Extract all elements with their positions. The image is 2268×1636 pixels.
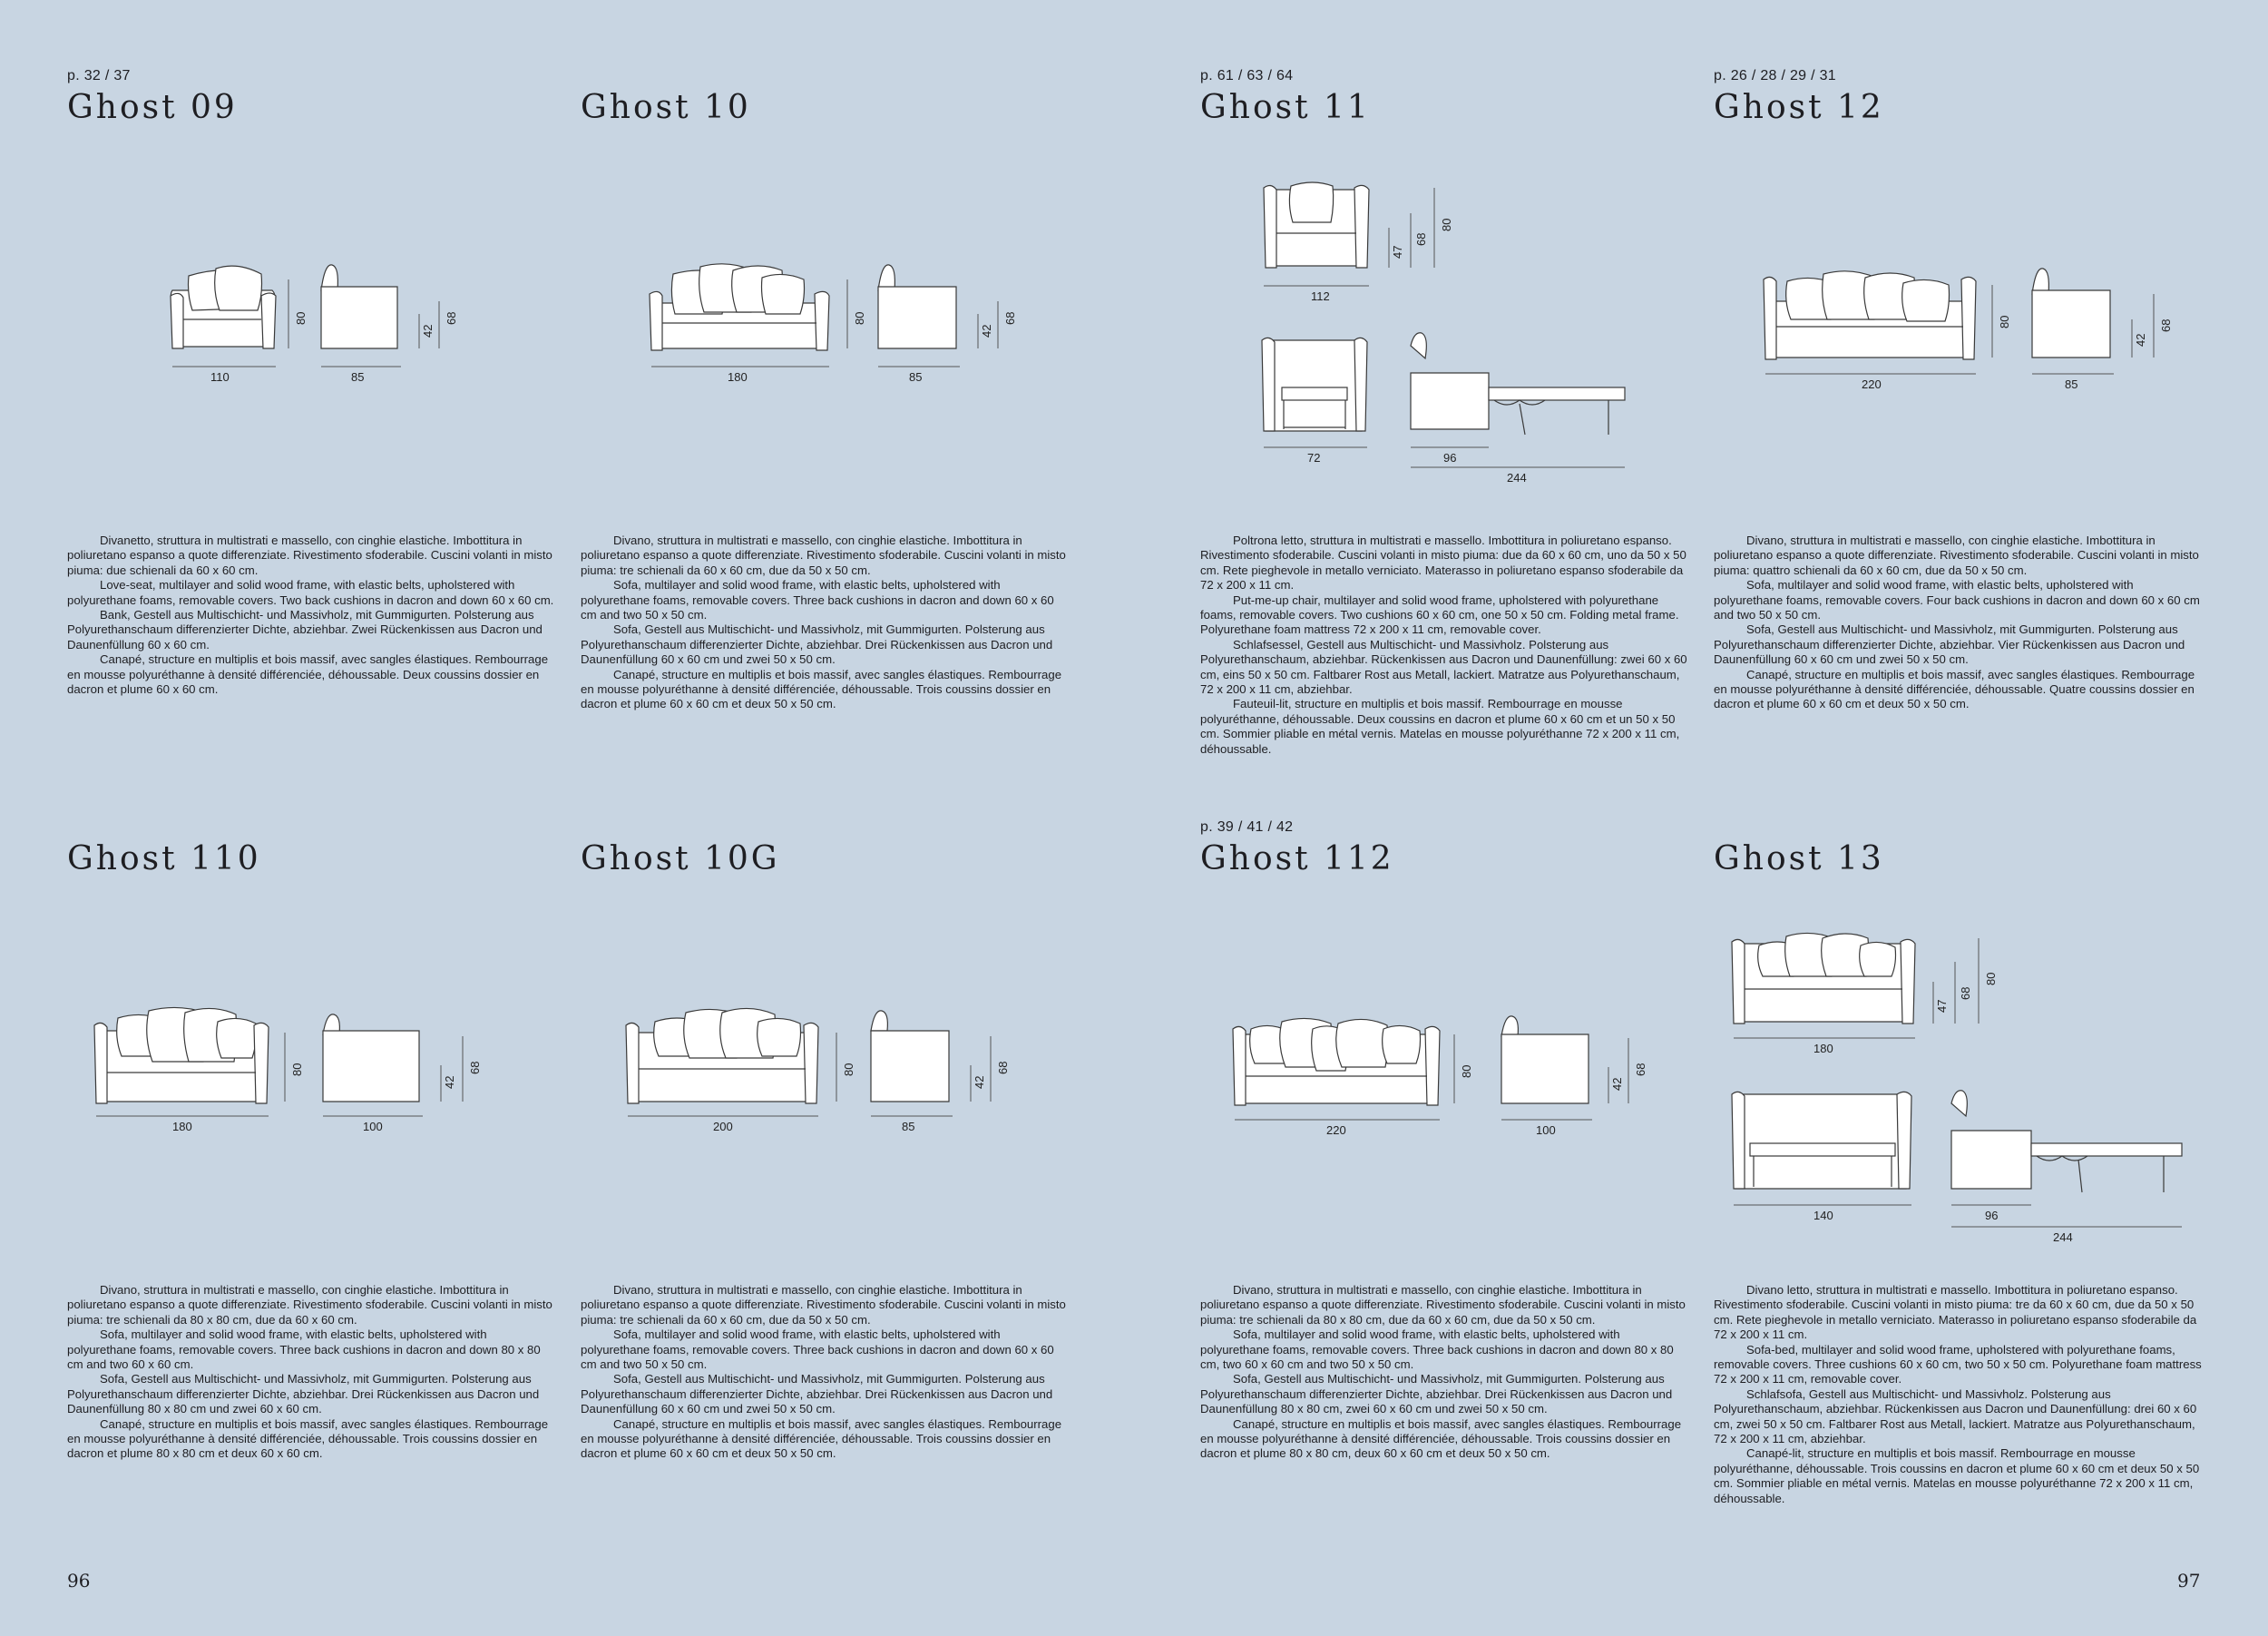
- description-fr: Fauteuil-lit, structure en multiplis et bois massif. Rembourrage en mousse polyuréthanne, déhoussable. Deux coussins en dacron et plume 60 x 60 cm et un 50 x 50 cm. Sommier pliable en métal vernis. Matelas en mousse polyuréthanne 72 x 200 x 11 cm, déhoussable.: [1200, 697, 1680, 756]
- product-description: [67, 534, 557, 697]
- open-length-dimension: 244: [1507, 471, 1527, 485]
- page-number-right: 97: [2177, 1570, 2201, 1592]
- sofa-front-view: [1233, 1018, 1440, 1105]
- page-reference: p. 39 / 41 / 42: [1200, 819, 1294, 835]
- arm-height-dimension: 68: [445, 311, 458, 325]
- depth-dimension: 96: [1985, 1209, 1999, 1222]
- seat-height-dimension: 42: [2134, 333, 2147, 347]
- arm-height-dimension: 68: [2159, 318, 2173, 332]
- depth-dimension: 100: [1536, 1123, 1556, 1137]
- description-fr: Canapé-lit, structure en multiplis et bois massif. Rembourrage en mousse polyuréthanne, déhoussable. Trois coussins en dacron et plume 60 x 60 cm et deux 50 x 50 cm. Sommier pliable en métal vernis. Matelas en mousse polyuréthanne 72 x 200 x 11 cm, déhoussable.: [1714, 1446, 2200, 1505]
- sofa-bed-front-view: [1732, 933, 1915, 1024]
- bed-width-dimension: 72: [1307, 451, 1321, 465]
- chair-front-view: [1264, 182, 1369, 268]
- description-de: Schlafsessel, Gestell aus Multischicht- und Massivholz. Polsterung aus Polyurethanschaum, abziehbar. Rückenkissen aus Dacron und Daunenfüllung: zwei 60 x 60 cm, eins 50 x 50 cm. Faltbarer Rost aus Metall, lackiert. Matratze aus Polyurethanschaum, 72 x 200 x 11 cm, abziehbar.: [1200, 637, 1687, 697]
- product-description: [581, 534, 1070, 712]
- product-title: Ghost 13: [1714, 840, 1884, 877]
- description-en: Put-me-up chair, multilayer and solid wood frame, upholstered with polyurethane foams, removable covers. Two cushions 60 x 60 cm, one 50 x 50 cm. Folding metal frame. Polyurethane foam mattress 72 x 200 x 11 cm, removable cover.: [1200, 593, 1679, 637]
- sofa-front-view: [94, 1007, 269, 1103]
- sofa-side-view: [323, 1014, 419, 1102]
- depth-dimension: 85: [351, 370, 365, 384]
- description-de: Sofa, Gestell aus Multischicht- und Massivholz, mit Gummigurten. Polsterung aus Polyurethanschaum differenzierter Dichte, abziehbar. Vier Rückenkissen aus Dacron und Daunenfüllung 60 x 60 cm und zwei 50 x 50 cm.: [1714, 622, 2185, 667]
- seat-height-dimension: 42: [980, 324, 993, 338]
- sofa-side-view: [871, 1011, 949, 1102]
- description-it: Divano, struttura in multistrati e massello, con cinghie elastiche. Imbottitura in poliuretano espanso a quote differenziate. Rivestimento sfoderabile. Cuscini volanti in misto piuma: quattro schienali da 60 x 60 cm, due da 50 x 50 cm.: [1714, 534, 2199, 577]
- product-title: Ghost 110: [67, 840, 261, 877]
- description-fr: Canapé, structure en multiplis et bois massif, avec sangles élastiques. Rembourrage en mousse polyuréthanne à densité différenciée, déhoussable. Trois coussins dossier en dacron et plume 80 x 80 cm, deux 60 x 60 cm et deux 50 x 50 cm.: [1200, 1416, 1682, 1461]
- width-dimension: 220: [1326, 1123, 1346, 1137]
- product-drawing: [1256, 177, 1637, 490]
- seat-height-dimension: 47: [1391, 245, 1404, 259]
- arm-height-dimension: 68: [468, 1061, 482, 1074]
- sofa-side-view: [321, 265, 397, 348]
- arm-height-dimension: 68: [996, 1061, 1010, 1074]
- description-fr: Canapé, structure en multiplis et bois massif, avec sangles élastiques. Rembourrage en mousse polyuréthanne à densité différenciée, déhoussable. Quatre coussins dossier en dacron et plume 60 x 60 cm et deux 50 x 50 cm.: [1714, 667, 2195, 711]
- sofa-front-view: [1764, 271, 1976, 359]
- description-en: Sofa-bed, multilayer and solid wood frame, upholstered with polyurethane foams, removable covers. Three cushions 60 x 60 cm, two 50 x 50 cm. Polyurethane foam mattress 72 x 200 x 11 cm, removable cover.: [1714, 1342, 2202, 1386]
- description-de: Sofa, Gestell aus Multischicht- und Massivholz, mit Gummigurten. Polsterung aus Polyurethanschaum differenzierter Dichte, abziehbar. Drei Rückenkissen aus Dacron und Daunenfüllung 60 x 60 cm und zwei 50 x 50 cm.: [581, 622, 1053, 667]
- width-dimension: 220: [1862, 377, 1882, 391]
- depth-dimension: 85: [2065, 377, 2078, 391]
- description-it: Divano letto, struttura in multistrati e massello. Imbottitura in poliuretano espanso. Rivestimento sfoderabile. Cuscini volanti in misto piuma: tre da 60 x 60 cm, due da 50 x 50 cm. Rete pieghevole in metallo verniciato. Materasso in poliuretano espanso sfoderabile da 72 x 200 x 11 cm.: [1714, 1283, 2197, 1342]
- product-description: [1714, 534, 2204, 712]
- seat-height-dimension: 42: [443, 1075, 456, 1089]
- width-dimension: 200: [713, 1120, 733, 1133]
- description-fr: Canapé, structure en multiplis et bois massif, avec sangles élastiques. Rembourrage en mousse polyuréthanne à densité différenciée, déhoussable. Trois coussins dossier en dacron et plume 60 x 60 cm et deux 50 x 50 cm.: [581, 1416, 1062, 1461]
- description-en: Love-seat, multilayer and solid wood frame, with elastic belts, upholstered with polyurethane foams, removable covers. Two back cushions in dacron and down 60 x 60 cm.: [67, 578, 554, 607]
- sofa-side-view: [878, 265, 956, 348]
- description-en: Sofa, multilayer and solid wood frame, with elastic belts, upholstered with polyurethane foams, removable covers. Three back cushions in dacron and down 60 x 60 cm and two 50 x 50 cm.: [581, 578, 1054, 622]
- width-dimension: 180: [172, 1120, 192, 1133]
- arm-height-dimension: 68: [1959, 986, 1972, 1000]
- height-dimension: 80: [290, 1063, 304, 1076]
- description-it: Divano, struttura in multistrati e massello, con cinghie elastiche. Imbottitura in poliuretano espanso a quote differenziate. Rivestimento sfoderabile. Cuscini volanti in misto piuma: tre schienali da 60 x 60 cm, due da 50 x 50 cm.: [581, 534, 1066, 577]
- sofa-side-view: [2032, 269, 2110, 358]
- arm-height-dimension: 68: [1634, 1063, 1647, 1076]
- width-dimension: 180: [1813, 1042, 1833, 1055]
- description-en: Sofa, multilayer and solid wood frame, with elastic belts, upholstered with polyurethane foams, removable covers. Three back cushions in dacron and down 80 x 80 cm and two 60 x 60 cm.: [67, 1327, 541, 1372]
- product-drawing: [646, 254, 1027, 390]
- description-fr: Canapé, structure en multiplis et bois massif, avec sangles élastiques. Rembourrage en mousse polyuréthanne à densité différenciée, déhoussable. Deux coussins dossier en dacron et plume 60 x 60 cm.: [67, 652, 549, 697]
- description-en: Sofa, multilayer and solid wood frame, with elastic belts, upholstered with polyurethane foams, removable covers. Three back cushions in dacron and down 80 x 80 cm, two 60 x 60 cm and two 50 x 50 cm.: [1200, 1327, 1674, 1372]
- sofa-front-view: [171, 266, 276, 348]
- height-dimension: 80: [1998, 315, 2011, 328]
- page-reference: p. 32 / 37: [67, 68, 131, 83]
- arm-height-dimension: 68: [1003, 311, 1017, 325]
- arm-height-dimension: 68: [1414, 232, 1428, 246]
- sofa-front-view: [650, 264, 829, 350]
- product-drawing: [91, 998, 499, 1143]
- product-title: Ghost 11: [1200, 89, 1371, 126]
- page-reference: p. 26 / 28 / 29 / 31: [1714, 68, 1836, 83]
- product-title: Ghost 10: [581, 89, 751, 126]
- description-de: Bank, Gestell aus Multischicht- und Massivholz, mit Gummigurten. Polsterung aus Polyurethanschaum differenzierter Dichte, abziehbar. Zwei Rückenkissen aus Dacron und Daunenfüllung 60 x 60 cm.: [67, 608, 543, 651]
- seat-height-dimension: 47: [1935, 999, 1949, 1013]
- product-description: [581, 1283, 1070, 1462]
- height-dimension: 80: [294, 311, 308, 325]
- sofa-front-view: [626, 1008, 818, 1103]
- height-dimension: 80: [853, 311, 866, 325]
- bed-width-dimension: 140: [1813, 1209, 1833, 1222]
- product-drawing: [1728, 926, 2200, 1252]
- depth-dimension: 85: [909, 370, 923, 384]
- width-dimension: 110: [210, 370, 230, 384]
- description-en: Sofa, multilayer and solid wood frame, with elastic belts, upholstered with polyurethane foams, removable covers. Three back cushions in dacron and down 60 x 60 cm and two 50 x 50 cm.: [581, 1327, 1054, 1372]
- page-reference: p. 61 / 63 / 64: [1200, 68, 1294, 83]
- page-number-left: 96: [67, 1570, 91, 1592]
- sofa-bed-open-front-view: [1732, 1092, 1911, 1189]
- product-description: [1200, 1283, 1690, 1462]
- description-fr: Canapé, structure en multiplis et bois massif, avec sangles élastiques. Rembourrage en mousse polyuréthanne à densité différenciée, déhoussable. Trois coussins dossier en dacron et plume 80 x 80 cm et deux 60 x 60 cm.: [67, 1416, 549, 1461]
- height-dimension: 80: [1984, 972, 1998, 985]
- description-de: Schlafsofa, Gestell aus Multischicht- und Massivholz. Polsterung aus Polyurethanschaum, abziehbar. Rückenkissen aus Dacron und Daunenfüllung: drei 60 x 60 cm, zwei 50 x 50 cm. Faltbarer Rost aus Metall, lackiert. Matratze aus Polyurethanschaum, 72 x 200 x 11 cm, abziehbar.: [1714, 1386, 2197, 1446]
- product-drawing: [1760, 263, 2232, 399]
- height-dimension: 80: [1440, 218, 1453, 231]
- width-dimension: 180: [728, 370, 748, 384]
- description-it: Divanetto, struttura in multistrati e massello, con cinghie elastiche. Imbottitura in poliuretano espanso a quote differenziate. Rivestimento sfoderabile. Cuscini volanti in misto piuma: due schienali da 60 x 60 cm.: [67, 534, 552, 577]
- depth-dimension: 85: [902, 1120, 915, 1133]
- seat-height-dimension: 42: [421, 324, 435, 338]
- product-description: [1200, 534, 1690, 757]
- product-title: Ghost 112: [1200, 840, 1394, 877]
- description-fr: Canapé, structure en multiplis et bois massif, avec sangles élastiques. Rembourrage en mousse polyuréthanne à densité différenciée, déhoussable. Trois coussins dossier en dacron et plume 60 x 60 cm et deux 50 x 50 cm.: [581, 667, 1062, 711]
- product-title: Ghost 12: [1714, 89, 1884, 126]
- depth-dimension: 96: [1443, 451, 1457, 465]
- description-it: Poltrona letto, struttura in multistrati e massello. Imbottitura in poliuretano espanso. Rivestimento sfoderabile. Cuscini volanti in misto piuma: due da 60 x 60 cm, uno da 50 x 50 cm. Rete pieghevole in metallo verniciato. Materasso in poliuretano espanso sfoderabile da 72 x 200 x 11 cm.: [1200, 534, 1686, 593]
- width-dimension: 112: [1311, 289, 1330, 303]
- chair-bed-side-view: [1411, 333, 1625, 435]
- description-it: Divano, struttura in multistrati e massello, con cinghie elastiche. Imbottitura in poliuretano espanso a quote differenziate. Rivestimento sfoderabile. Cuscini volanti in misto piuma: tre schienali da 80 x 80 cm, due da 60 x 60 cm, due da 50 x 50 cm.: [1200, 1283, 1686, 1327]
- height-dimension: 80: [842, 1063, 855, 1076]
- product-title: Ghost 09: [67, 89, 238, 126]
- product-drawing: [622, 998, 1022, 1143]
- description-de: Sofa, Gestell aus Multischicht- und Massivholz, mit Gummigurten. Polsterung aus Polyurethanschaum differenzierter Dichte, abziehbar. Drei Rückenkissen aus Dacron und Daunenfüllung 80 x 80 cm und zwei 60 x 60 cm.: [67, 1372, 540, 1416]
- seat-height-dimension: 42: [973, 1075, 986, 1089]
- depth-dimension: 100: [363, 1120, 383, 1133]
- product-title: Ghost 10G: [581, 840, 780, 877]
- chair-bed-front-view: [1262, 338, 1367, 431]
- product-description: [1714, 1283, 2204, 1506]
- product-drawing: [1229, 1007, 1665, 1152]
- sofa-bed-side-view: [1951, 1091, 2182, 1192]
- description-de: Sofa, Gestell aus Multischicht- und Massivholz, mit Gummigurten. Polsterung aus Polyurethanschaum differenzierter Dichte, abziehbar. Drei Rückenkissen aus Dacron und Daunenfüllung 60 x 60 cm und zwei 50 x 50 cm.: [581, 1372, 1053, 1416]
- seat-height-dimension: 42: [1610, 1077, 1624, 1091]
- product-drawing: [163, 254, 481, 390]
- open-length-dimension: 244: [2053, 1230, 2073, 1244]
- description-en: Sofa, multilayer and solid wood frame, with elastic belts, upholstered with polyurethane foams, removable covers. Four back cushions in dacron and down 60 x 60 cm and two 50 x 50 cm.: [1714, 578, 2200, 622]
- sofa-side-view: [1501, 1016, 1589, 1103]
- description-de: Sofa, Gestell aus Multischicht- und Massivholz, mit Gummigurten. Polsterung aus Polyurethanschaum differenzierter Dichte, abziehbar. Drei Rückenkissen aus Dacron und Daunenfüllung 80 x 80 cm, zwei 60 x 60 cm und zwei 50 x 50 cm.: [1200, 1372, 1673, 1416]
- description-it: Divano, struttura in multistrati e massello, con cinghie elastiche. Imbottitura in poliuretano espanso a quote differenziate. Rivestimento sfoderabile. Cuscini volanti in misto piuma: tre schienali da 80 x 80 cm, due da 60 x 60 cm.: [67, 1283, 552, 1327]
- description-it: Divano, struttura in multistrati e massello, con cinghie elastiche. Imbottitura in poliuretano espanso a quote differenziate. Rivestimento sfoderabile. Cuscini volanti in misto piuma: tre schienali da 60 x 60 cm, due da 50 x 50 cm.: [581, 1283, 1066, 1327]
- product-description: [67, 1283, 557, 1462]
- height-dimension: 80: [1460, 1064, 1473, 1078]
